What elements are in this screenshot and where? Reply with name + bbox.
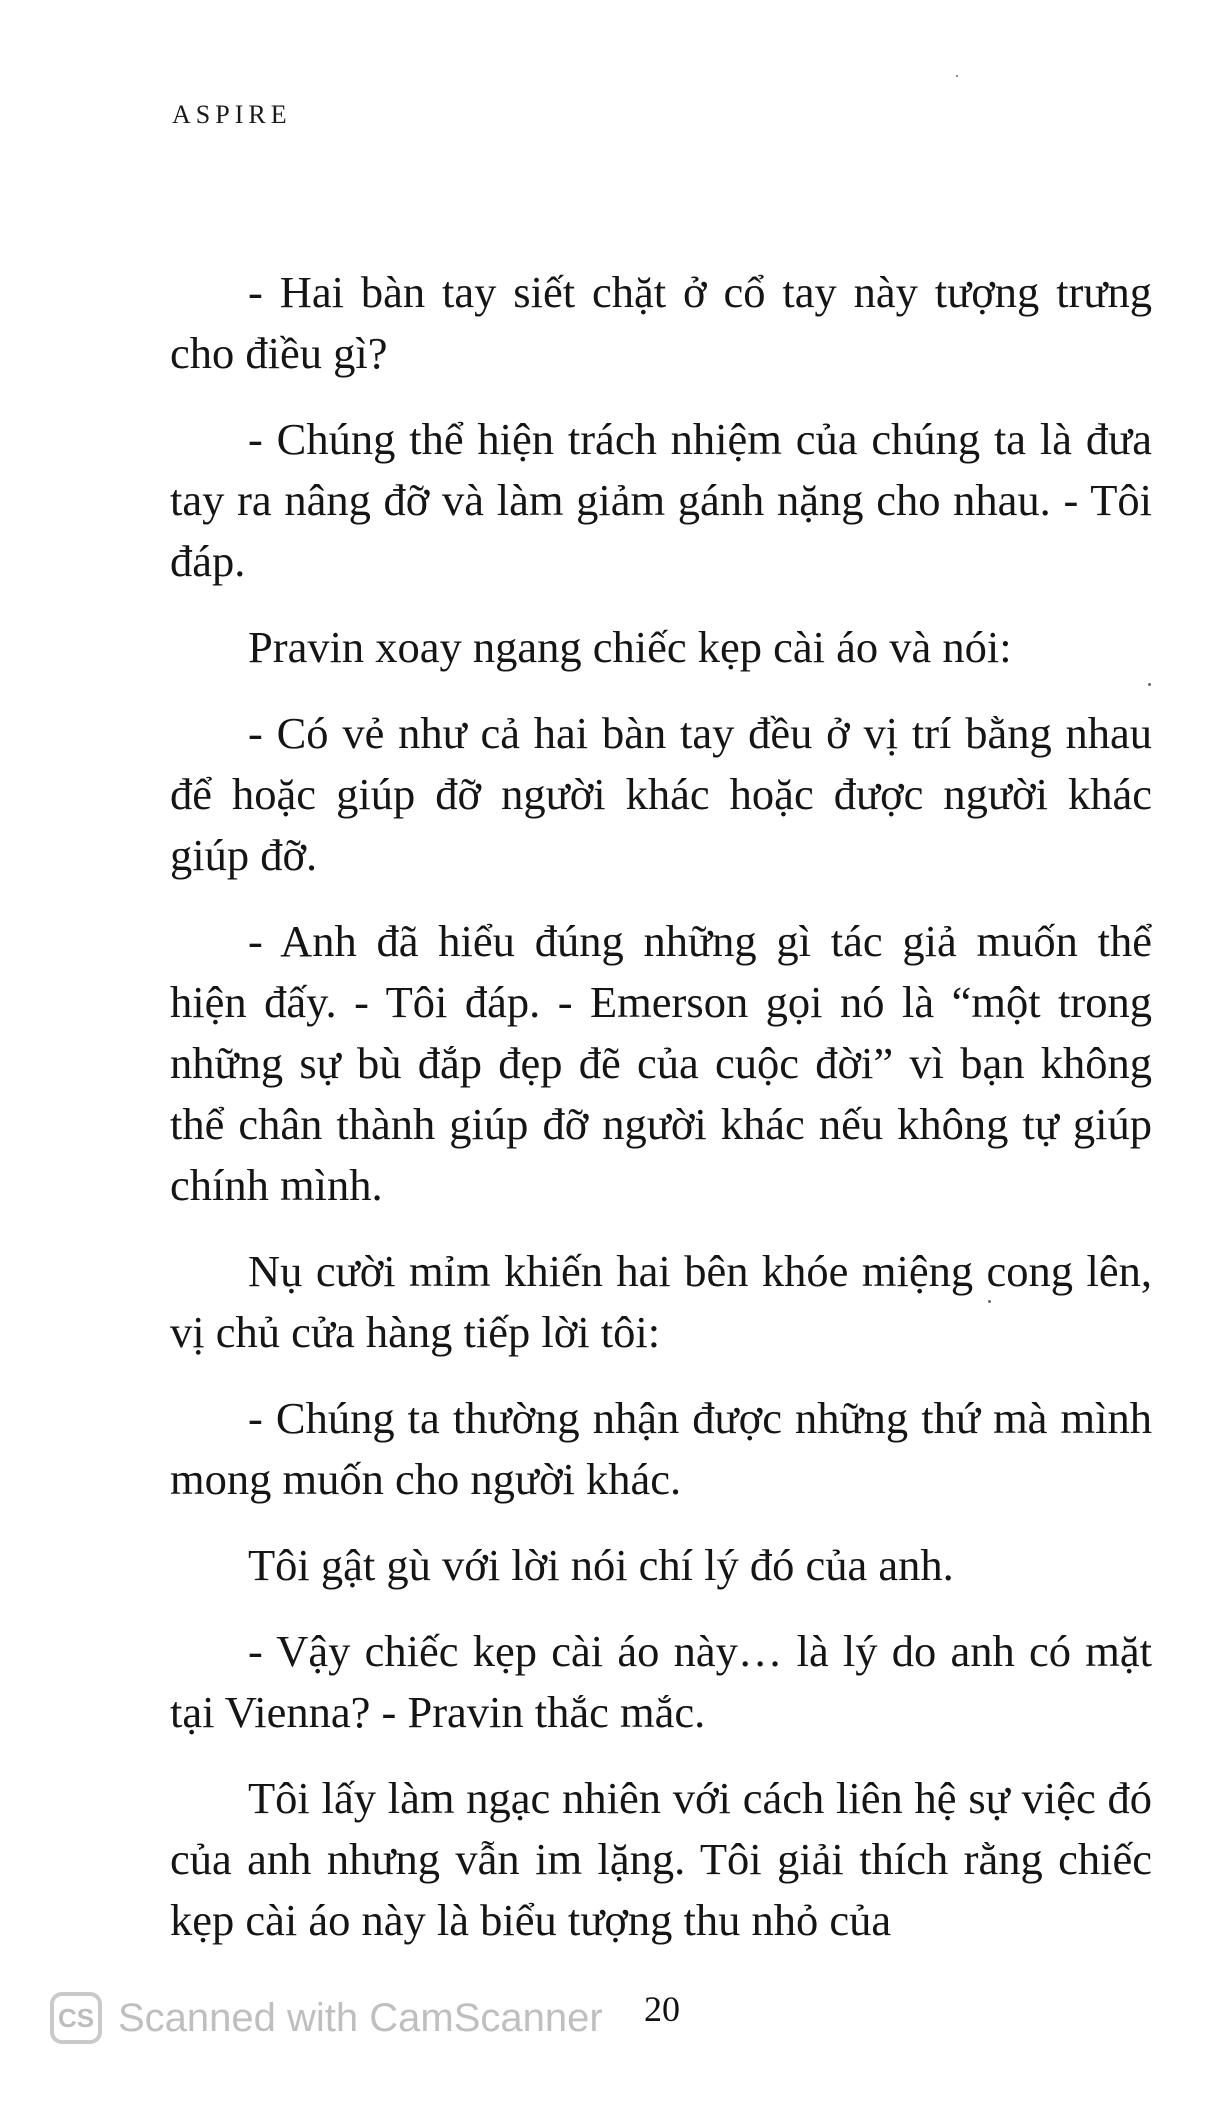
running-header: ASPIRE (172, 100, 292, 129)
scanner-watermark: Scanned with CamScanner (118, 1996, 603, 2040)
paragraph: - Có vẻ như cả hai bàn tay đều ở vị trí bằng nhau để hoặc giúp đỡ người khác hoặc được người khác giúp đỡ. (170, 708, 1152, 880)
paragraph: Tôi gật gù với lời nói chí lý đó của anh. (248, 1540, 954, 1590)
paragraph: Tôi lấy làm ngạc nhiên với cách liên hệ sự việc đó của anh nhưng vẫn im lặng. Tôi giải thích rằng chiếc kẹp cài áo này là biểu tượng thu nhỏ của (170, 1773, 1152, 1945)
paragraph: - Hai bàn tay siết chặt ở cổ tay này tượng trưng cho điều gì? (170, 267, 1152, 378)
scan-speck (1148, 683, 1151, 686)
paragraph: Pravin xoay ngang chiếc kẹp cài áo và nói: (248, 622, 1012, 672)
camscanner-logo-icon: CS (50, 1992, 102, 2044)
page-number: 20 (644, 1989, 680, 2029)
paragraph: Nụ cười mỉm khiến hai bên khóe miệng cong lên, vị chủ cửa hàng tiếp lời tôi: (170, 1246, 1152, 1357)
paragraph: - Anh đã hiểu đúng những gì tác giả muốn thể hiện đấy. - Tôi đáp. - Emerson gọi nó là “một trong những sự bù đắp đẹp đẽ của cuộc đời” vì bạn không thể chân thành giúp đỡ người khác nếu không tự giúp chính mình. (170, 916, 1152, 1210)
paragraph: - Chúng thể hiện trách nhiệm của chúng ta là đưa tay ra nâng đỡ và làm giảm gánh nặng cho nhau. - Tôi đáp. (170, 414, 1152, 586)
scan-speck (956, 75, 958, 77)
body-text (170, 262, 1152, 1976)
scan-speck (988, 1300, 991, 1303)
paragraph: - Vậy chiếc kẹp cài áo này… là lý do anh có mặt tại Vienna? - Pravin thắc mắc. (170, 1626, 1152, 1737)
paragraph: - Chúng ta thường nhận được những thứ mà mình mong muốn cho người khác. (170, 1393, 1152, 1504)
